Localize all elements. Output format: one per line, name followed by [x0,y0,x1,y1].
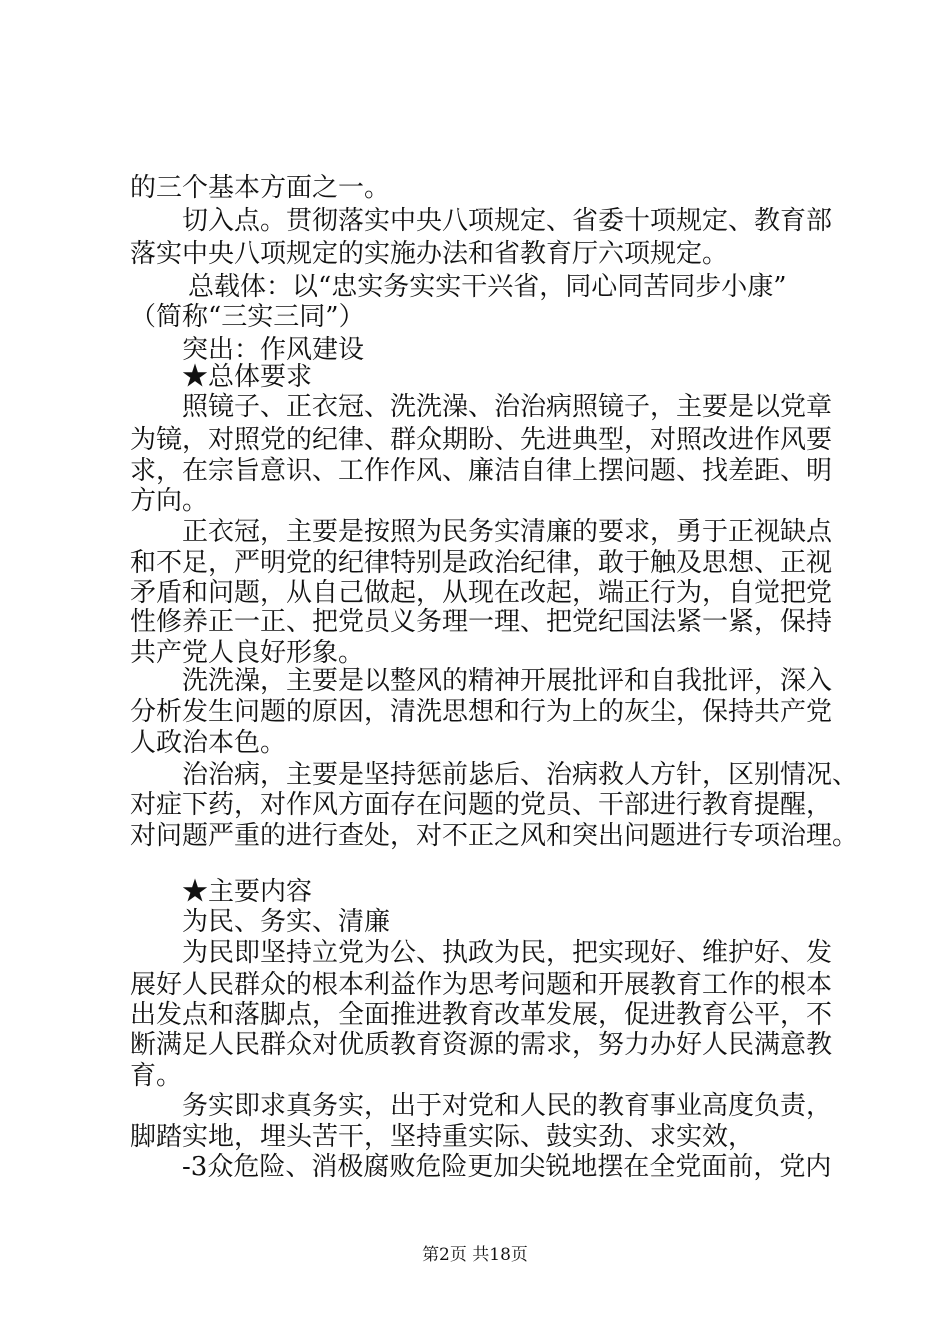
text-line: 断满足人民群众对优质教育资源的需求，努力办好人民满意教 [130,1030,833,1060]
text-line: 为民、务实、清廉 [182,907,391,937]
text-line: 方向。 [130,486,209,516]
text-line: 落实中央八项规定的实施办法和省教育厅六项规定。 [130,239,729,269]
text-line: 切入点。贯彻落实中央八项规定、省委十项规定、教育部 [182,206,833,236]
text-line: 洗洗澡，主要是以整风的精神开展批评和自我批评，深入 [182,666,833,696]
text-line: 人政治本色。 [130,728,287,758]
text-line: 出发点和落脚点，全面推进教育改革发展，促进教育公平，不 [130,1000,833,1030]
text-line: 共产党人良好形象。 [130,638,365,668]
text-line: 展好人民群众的根本利益作为思考问题和开展教育工作的根本 [130,970,833,1000]
text-line: 性修养正一正、把党员义务理一理、把党纪国法紧一紧，保持 [130,607,833,637]
text-line: 突出：作风建设 [182,335,365,365]
text-line: 为民即坚持立党为公、执政为民，把实现好、维护好、发 [182,938,833,968]
text-line: 为镜，对照党的纪律、群众期盼、先进典型，对照改进作风要 [130,425,833,455]
section-heading: ★总体要求 [182,362,313,392]
text-line: 求，在宗旨意识、工作作风、廉洁自律上摆问题、找差距、明 [130,456,833,486]
text-line: 务实即求真务实，出于对党和人民的教育事业高度负责， [182,1091,833,1121]
section-heading: ★主要内容 [182,877,313,907]
text-line: 育。 [130,1061,183,1091]
text-line: 正衣冠，主要是按照为民务实清廉的要求，勇于正视缺点 [182,517,833,547]
text-line: 分析发生问题的原因，清洗思想和行为上的灰尘，保持共产党 [130,697,833,727]
text-line: 治治病，主要是坚持惩前毖后、治病救人方针，区别情况、 [182,760,859,790]
text-line: 和不足，严明党的纪律特别是政治纪律，敢于触及思想、正视 [130,548,833,578]
text-line: -3众危险、消极腐败危险更加尖锐地摆在全党面前，党内 [182,1152,832,1182]
text-line: 照镜子、正衣冠、洗洗澡、治治病照镜子，主要是以党章 [182,392,833,422]
text-line: 的三个基本方面之一。 [130,173,391,203]
text-line: （简称“三实三同”） [130,302,365,332]
page-footer: 第2页 共18页 [422,1245,528,1265]
text-line: 总载体：以“忠实务实实干兴省，同心同苦同步小康” [188,272,787,302]
text-line: 对问题严重的进行查处，对不正之风和突出问题进行专项治理。 [130,821,859,851]
text-line: 脚踏实地，埋头苦干，坚持重实际、鼓实劲、求实效， [130,1122,755,1152]
text-line: 对症下药，对作风方面存在问题的党员、干部进行教育提醒， [130,790,833,820]
text-line: 矛盾和问题，从自己做起，从现在改起，端正行为，自觉把党 [130,578,833,608]
